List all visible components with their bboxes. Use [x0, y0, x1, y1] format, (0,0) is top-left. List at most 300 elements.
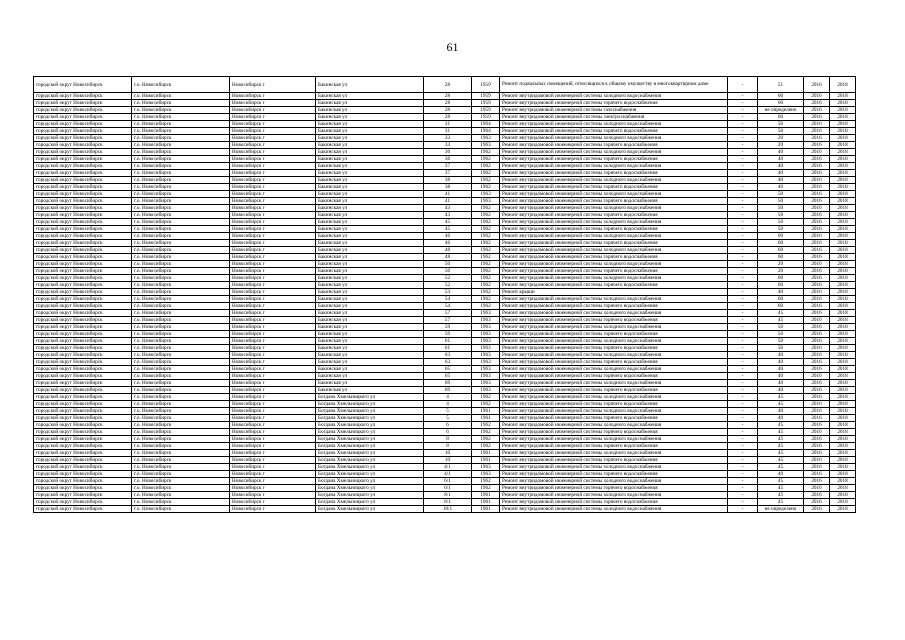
table-row: [34, 261, 856, 268]
build-year-cell: 1963: [472, 464, 500, 471]
end-year-cell: 2018: [830, 464, 856, 471]
table-row: [34, 219, 856, 226]
municipality-cell: городской округ Новосибирск: [34, 254, 132, 261]
start-year-cell: 2016: [804, 324, 830, 331]
municipality-cell: городской округ Новосибирск: [34, 366, 132, 373]
start-year-cell: 2016: [804, 352, 830, 359]
dash-cell: -: [728, 184, 758, 191]
service-life-cell: 50: [758, 331, 804, 338]
municipality-cell: городской округ Новосибирск: [34, 261, 132, 268]
dash-cell: -: [728, 429, 758, 436]
work-type-cell: Ремонт внутридомовой инженерной системы холодного водоснабжения: [500, 352, 728, 359]
municipal-unit-cell: г.о. Новосибирск: [132, 205, 230, 212]
table-row: [34, 380, 856, 387]
municipality-cell: городской округ Новосибирск: [34, 443, 132, 450]
house-number-cell: 10: [424, 450, 472, 457]
service-life-cell: 45: [758, 457, 804, 464]
start-year-cell: 2016: [804, 373, 830, 380]
start-year-cell: 2016: [804, 289, 830, 296]
locality-cell: Новосибирск г: [230, 226, 316, 233]
dash-cell: -: [728, 261, 758, 268]
municipal-unit-cell: г.о. Новосибирск: [132, 499, 230, 506]
start-year-cell: 2016: [804, 450, 830, 457]
house-number-cell: 28: [424, 114, 472, 121]
service-life-cell: 20: [758, 135, 804, 142]
table-row: [34, 163, 856, 170]
service-life-cell: 60: [758, 247, 804, 254]
street-cell: Богдана Хмельницкого ул: [316, 443, 424, 450]
work-type-cell: Ремонт внутридомовой инженерной системы холодного водоснабжения: [500, 93, 728, 100]
dash-cell: -: [728, 331, 758, 338]
table-row: [34, 282, 856, 289]
service-life-cell: 60: [758, 282, 804, 289]
service-life-cell: 50: [758, 324, 804, 331]
street-cell: Бакинская ул: [316, 324, 424, 331]
house-number-cell: 33: [424, 142, 472, 149]
municipal-unit-cell: г.о. Новосибирск: [132, 415, 230, 422]
street-cell: Бакинская ул: [316, 149, 424, 156]
build-year-cell: 1962: [472, 443, 500, 450]
house-number-cell: 59: [424, 331, 472, 338]
municipality-cell: городской округ Новосибирск: [34, 457, 132, 464]
dash-cell: -: [728, 170, 758, 177]
end-year-cell: 2018: [830, 233, 856, 240]
table-row: [34, 177, 856, 184]
municipality-cell: городской округ Новосибирск: [34, 282, 132, 289]
work-type-cell: Ремонт внутридомовой инженерной системы холодного водоснабжения: [500, 275, 728, 282]
municipal-unit-cell: г.о. Новосибирск: [132, 373, 230, 380]
start-year-cell: 2016: [804, 198, 830, 205]
work-type-cell: Ремонт внутридомовой инженерной системы холодного водоснабжения: [500, 450, 728, 457]
street-cell: Бакинская ул: [316, 282, 424, 289]
work-type-cell: Ремонт внутридомовой инженерной системы холодного водоснабжения: [500, 205, 728, 212]
municipality-cell: городской округ Новосибирск: [34, 387, 132, 394]
municipal-unit-cell: г.о. Новосибирск: [132, 331, 230, 338]
build-year-cell: 1962: [472, 296, 500, 303]
dash-cell: -: [728, 471, 758, 478]
municipal-unit-cell: г.о. Новосибирск: [132, 401, 230, 408]
end-year-cell: 2018: [830, 387, 856, 394]
dash-cell: -: [728, 317, 758, 324]
street-cell: Богдана Хмельницкого ул: [316, 457, 424, 464]
build-year-cell: 1961: [472, 457, 500, 464]
build-year-cell: 1962: [472, 394, 500, 401]
service-life-cell: 50: [758, 121, 804, 128]
municipality-cell: городской округ Новосибирск: [34, 506, 132, 513]
end-year-cell: 2018: [830, 177, 856, 184]
municipality-cell: городской округ Новосибирск: [34, 142, 132, 149]
service-life-cell: 20: [758, 142, 804, 149]
start-year-cell: 2016: [804, 170, 830, 177]
municipality-cell: городской округ Новосибирск: [34, 359, 132, 366]
service-life-cell: 45: [758, 401, 804, 408]
work-type-cell: Ремонт внутридомовой инженерной системы горячего водоснабжения: [500, 401, 728, 408]
table-row: [34, 198, 856, 205]
municipality-cell: городской округ Новосибирск: [34, 429, 132, 436]
build-year-cell: 1963: [472, 331, 500, 338]
municipality-cell: городской округ Новосибирск: [34, 100, 132, 107]
locality-cell: Новосибирск г: [230, 401, 316, 408]
street-cell: Бакинская ул: [316, 205, 424, 212]
house-number-cell: 10/1: [424, 506, 472, 513]
locality-cell: Новосибирск г: [230, 387, 316, 394]
street-cell: Бакинская ул: [316, 219, 424, 226]
municipality-cell: городской округ Новосибирск: [34, 303, 132, 310]
table-row: [34, 205, 856, 212]
start-year-cell: 2016: [804, 422, 830, 429]
service-life-cell: 40: [758, 387, 804, 394]
dash-cell: -: [728, 506, 758, 513]
work-type-cell: Ремонт внутридомовой инженерной системы холодного водоснабжения: [500, 177, 728, 184]
dash-cell: -: [728, 485, 758, 492]
locality-cell: Новосибирск г: [230, 233, 316, 240]
house-number-cell: 36: [424, 156, 472, 163]
build-year-cell: 1962: [472, 170, 500, 177]
dash-cell: -: [728, 275, 758, 282]
municipality-cell: городской округ Новосибирск: [34, 247, 132, 254]
end-year-cell: 2018: [830, 205, 856, 212]
municipal-unit-cell: г.о. Новосибирск: [132, 282, 230, 289]
house-number-cell: 46: [424, 233, 472, 240]
build-year-cell: 1962: [472, 156, 500, 163]
table-row: [34, 485, 856, 492]
build-year-cell: 1963: [472, 324, 500, 331]
build-year-cell: 1959: [472, 93, 500, 100]
work-type-cell: Ремонт внутридомовой инженерной системы холодного водоснабжения: [500, 135, 728, 142]
start-year-cell: 2016: [804, 142, 830, 149]
start-year-cell: 2016: [804, 177, 830, 184]
street-cell: Бакинская ул: [316, 331, 424, 338]
service-life-cell: 60: [758, 240, 804, 247]
build-year-cell: 1962: [472, 275, 500, 282]
work-type-cell: Ремонт внутридомовой инженерной системы холодного водоснабжения: [500, 492, 728, 499]
service-life-cell: 40: [758, 156, 804, 163]
start-year-cell: 2016: [804, 282, 830, 289]
build-year-cell: 1962: [472, 429, 500, 436]
dash-cell: -: [728, 394, 758, 401]
house-number-cell: 54: [424, 303, 472, 310]
end-year-cell: 2018: [830, 247, 856, 254]
work-type-cell: Ремонт внутридомовой инженерной системы горячего водоснабжения: [500, 415, 728, 422]
locality-cell: Новосибирск г: [230, 457, 316, 464]
build-year-cell: 1962: [472, 422, 500, 429]
service-life-cell: 45: [758, 429, 804, 436]
street-cell: Богдана Хмельницкого ул: [316, 415, 424, 422]
build-year-cell: 1962: [472, 212, 500, 219]
street-cell: Богдана Хмельницкого ул: [316, 464, 424, 471]
end-year-cell: 2018: [830, 408, 856, 415]
locality-cell: Новосибирск г: [230, 380, 316, 387]
house-number-cell: 8/1: [424, 492, 472, 499]
municipality-cell: городской округ Новосибирск: [34, 233, 132, 240]
service-life-cell: 45: [758, 310, 804, 317]
end-year-cell: 2018: [830, 135, 856, 142]
service-life-cell: 40: [758, 352, 804, 359]
table-row: [34, 331, 856, 338]
municipality-cell: городской округ Новосибирск: [34, 156, 132, 163]
service-life-cell: 20: [758, 268, 804, 275]
service-life-cell: 40: [758, 163, 804, 170]
street-cell: Бакинская ул: [316, 296, 424, 303]
work-type-cell: Ремонт внутридомовой инженерной системы электроснабжения: [500, 114, 728, 121]
municipality-cell: городской округ Новосибирск: [34, 226, 132, 233]
municipal-unit-cell: г.о. Новосибирск: [132, 471, 230, 478]
municipality-cell: городской округ Новосибирск: [34, 485, 132, 492]
work-type-cell: Ремонт внутридомовой инженерной системы горячего водоснабжения: [500, 387, 728, 394]
table-row: [34, 401, 856, 408]
table-row: [34, 233, 856, 240]
municipality-cell: городской округ Новосибирск: [34, 114, 132, 121]
service-life-cell: 60: [758, 93, 804, 100]
service-life-cell: 40: [758, 380, 804, 387]
service-life-cell: 45: [758, 492, 804, 499]
street-cell: Богдана Хмельницкого ул: [316, 492, 424, 499]
municipality-cell: городской округ Новосибирск: [34, 380, 132, 387]
street-cell: Бакинская ул: [316, 177, 424, 184]
municipal-unit-cell: г.о. Новосибирск: [132, 324, 230, 331]
start-year-cell: 2016: [804, 338, 830, 345]
municipal-unit-cell: г.о. Новосибирск: [132, 317, 230, 324]
work-type-cell: Ремонт внутридомовой инженерной системы горячего водоснабжения: [500, 198, 728, 205]
municipal-unit-cell: г.о. Новосибирск: [132, 380, 230, 387]
build-year-cell: 1961: [472, 415, 500, 422]
dash-cell: -: [728, 415, 758, 422]
end-year-cell: 2018: [830, 212, 856, 219]
work-type-cell: Ремонт внутридомовой инженерной системы холодного водоснабжения: [500, 310, 728, 317]
work-type-cell: Ремонт внутридомовой инженерной системы холодного водоснабжения: [500, 261, 728, 268]
street-cell: Богдана Хмельницкого ул: [316, 394, 424, 401]
end-year-cell: 2018: [830, 170, 856, 177]
municipal-unit-cell: г.о. Новосибирск: [132, 121, 230, 128]
house-number-cell: 8/1: [424, 499, 472, 506]
municipality-cell: городской округ Новосибирск: [34, 408, 132, 415]
service-life-cell: 60: [758, 254, 804, 261]
dash-cell: -: [728, 296, 758, 303]
build-year-cell: 1959: [472, 107, 500, 114]
table-row: [34, 499, 856, 506]
locality-cell: Новосибирск г: [230, 492, 316, 499]
house-number-cell: 52: [424, 275, 472, 282]
house-number-cell: 8: [424, 443, 472, 450]
locality-cell: Новосибирск г: [230, 93, 316, 100]
municipal-unit-cell: г.о. Новосибирск: [132, 387, 230, 394]
house-number-cell: 65: [424, 366, 472, 373]
municipal-unit-cell: г.о. Новосибирск: [132, 394, 230, 401]
dash-cell: -: [728, 464, 758, 471]
end-year-cell: 2018: [830, 485, 856, 492]
municipality-cell: городской округ Новосибирск: [34, 401, 132, 408]
start-year-cell: 2016: [804, 401, 830, 408]
street-cell: Бакинская ул: [316, 135, 424, 142]
work-type-cell: Ремонт внутридомовой инженерной системы горячего водоснабжения: [500, 226, 728, 233]
end-year-cell: 2018: [830, 121, 856, 128]
street-cell: Бакинская ул: [316, 387, 424, 394]
municipality-cell: городской округ Новосибирск: [34, 93, 132, 100]
street-cell: Бакинская ул: [316, 226, 424, 233]
street-cell: Бакинская ул: [316, 212, 424, 219]
street-cell: Бакинская ул: [316, 93, 424, 100]
house-number-cell: 10: [424, 457, 472, 464]
start-year-cell: 2016: [804, 254, 830, 261]
street-cell: Бакинская ул: [316, 156, 424, 163]
house-number-cell: 61: [424, 338, 472, 345]
table-row: [34, 77, 856, 93]
service-life-cell: 40: [758, 149, 804, 156]
build-year-cell: 1963: [472, 338, 500, 345]
street-cell: Бакинская ул: [316, 107, 424, 114]
locality-cell: Новосибирск г: [230, 506, 316, 513]
build-year-cell: 1962: [472, 163, 500, 170]
build-year-cell: 1963: [472, 359, 500, 366]
locality-cell: Новосибирск г: [230, 142, 316, 149]
end-year-cell: 2018: [830, 198, 856, 205]
start-year-cell: 2016: [804, 506, 830, 513]
municipality-cell: городской округ Новосибирск: [34, 240, 132, 247]
service-life-cell: 45: [758, 499, 804, 506]
locality-cell: Новосибирск г: [230, 205, 316, 212]
table-row: [34, 268, 856, 275]
start-year-cell: 2016: [804, 233, 830, 240]
dash-cell: -: [728, 191, 758, 198]
dash-cell: -: [728, 128, 758, 135]
municipal-unit-cell: г.о. Новосибирск: [132, 212, 230, 219]
municipal-unit-cell: г.о. Новосибирск: [132, 289, 230, 296]
house-number-cell: 36: [424, 149, 472, 156]
end-year-cell: 2018: [830, 93, 856, 100]
end-year-cell: 2018: [830, 359, 856, 366]
service-life-cell: 40: [758, 373, 804, 380]
locality-cell: Новосибирск г: [230, 373, 316, 380]
house-number-cell: 46: [424, 240, 472, 247]
start-year-cell: 2016: [804, 471, 830, 478]
municipality-cell: городской округ Новосибирск: [34, 191, 132, 198]
municipality-cell: городской округ Новосибирск: [34, 198, 132, 205]
work-type-cell: Ремонт внутридомовой инженерной системы холодного водоснабжения: [500, 149, 728, 156]
locality-cell: Новосибирск г: [230, 303, 316, 310]
work-type-cell: Ремонт внутридомовой инженерной системы холодного водоснабжения: [500, 247, 728, 254]
work-type-cell: Ремонт внутридомовой инженерной системы горячего водоснабжения: [500, 268, 728, 275]
municipal-unit-cell: г.о. Новосибирск: [132, 247, 230, 254]
work-type-cell: Ремонт внутридомовой инженерной системы горячего водоснабжения: [500, 303, 728, 310]
locality-cell: Новосибирск г: [230, 394, 316, 401]
locality-cell: Новосибирск г: [230, 212, 316, 219]
house-number-cell: 38: [424, 184, 472, 191]
start-year-cell: 2016: [804, 436, 830, 443]
end-year-cell: 2018: [830, 436, 856, 443]
table-row: [34, 303, 856, 310]
service-life-cell: 50: [758, 191, 804, 198]
municipal-unit-cell: г.о. Новосибирск: [132, 429, 230, 436]
municipality-cell: городской округ Новосибирск: [34, 268, 132, 275]
street-cell: Бакинская ул: [316, 275, 424, 282]
end-year-cell: 2018: [830, 296, 856, 303]
start-year-cell: 2016: [804, 331, 830, 338]
dash-cell: -: [728, 163, 758, 170]
locality-cell: Новосибирск г: [230, 499, 316, 506]
start-year-cell: 2016: [804, 415, 830, 422]
end-year-cell: 2018: [830, 77, 856, 93]
dash-cell: -: [728, 401, 758, 408]
table-row: [34, 240, 856, 247]
service-life-cell: 60: [758, 233, 804, 240]
start-year-cell: 2016: [804, 156, 830, 163]
municipal-unit-cell: г.о. Новосибирск: [132, 226, 230, 233]
start-year-cell: 2016: [804, 135, 830, 142]
work-type-cell: Ремонт внутридомовой инженерной системы холодного водоснабжения: [500, 191, 728, 198]
municipality-cell: городской округ Новосибирск: [34, 450, 132, 457]
work-type-cell: Ремонт внутридомовой инженерной системы горячего водоснабжения: [500, 317, 728, 324]
dash-cell: -: [728, 247, 758, 254]
work-type-cell: Ремонт внутридомовой инженерной системы холодного водоснабжения: [500, 506, 728, 513]
build-year-cell: 1963: [472, 387, 500, 394]
street-cell: Богдана Хмельницкого ул: [316, 471, 424, 478]
build-year-cell: 1961: [472, 499, 500, 506]
end-year-cell: 2018: [830, 142, 856, 149]
start-year-cell: 2016: [804, 359, 830, 366]
municipality-cell: городской округ Новосибирск: [34, 177, 132, 184]
end-year-cell: 2018: [830, 506, 856, 513]
build-year-cell: 1963: [472, 317, 500, 324]
locality-cell: Новосибирск г: [230, 198, 316, 205]
start-year-cell: 2016: [804, 345, 830, 352]
municipal-unit-cell: г.о. Новосибирск: [132, 450, 230, 457]
locality-cell: Новосибирск г: [230, 77, 316, 93]
service-life-cell: 60: [758, 296, 804, 303]
table-row: [34, 170, 856, 177]
street-cell: Бакинская ул: [316, 170, 424, 177]
build-year-cell: 1962: [472, 240, 500, 247]
locality-cell: Новосибирск г: [230, 135, 316, 142]
dash-cell: -: [728, 240, 758, 247]
municipal-unit-cell: г.о. Новосибирск: [132, 345, 230, 352]
service-life-cell: 40: [758, 408, 804, 415]
street-cell: Бакинская ул: [316, 184, 424, 191]
table-row: [34, 345, 856, 352]
municipality-cell: городской округ Новосибирск: [34, 149, 132, 156]
street-cell: Бакинская ул: [316, 310, 424, 317]
municipal-unit-cell: г.о. Новосибирск: [132, 359, 230, 366]
street-cell: Богдана Хмельницкого ул: [316, 401, 424, 408]
locality-cell: Новосибирск г: [230, 436, 316, 443]
start-year-cell: 2016: [804, 226, 830, 233]
service-life-cell: 45: [758, 478, 804, 485]
house-number-cell: 37: [424, 170, 472, 177]
locality-cell: Новосибирск г: [230, 219, 316, 226]
municipal-unit-cell: г.о. Новосибирск: [132, 303, 230, 310]
build-year-cell: 1963: [472, 366, 500, 373]
build-year-cell: 1964: [472, 121, 500, 128]
municipality-cell: городской округ Новосибирск: [34, 317, 132, 324]
house-number-cell: 31: [424, 121, 472, 128]
build-year-cell: 1962: [472, 219, 500, 226]
service-life-cell: 60: [758, 114, 804, 121]
service-life-cell: 45: [758, 422, 804, 429]
dash-cell: -: [728, 457, 758, 464]
municipality-cell: городской округ Новосибирск: [34, 128, 132, 135]
service-life-cell: 60: [758, 100, 804, 107]
end-year-cell: 2018: [830, 422, 856, 429]
dash-cell: -: [728, 380, 758, 387]
dash-cell: -: [728, 310, 758, 317]
locality-cell: Новосибирск г: [230, 100, 316, 107]
end-year-cell: 2018: [830, 415, 856, 422]
street-cell: Богдана Хмельницкого ул: [316, 485, 424, 492]
start-year-cell: 2016: [804, 394, 830, 401]
house-number-cell: 53: [424, 289, 472, 296]
build-year-cell: 1964: [472, 128, 500, 135]
table-row: [34, 492, 856, 499]
end-year-cell: 2018: [830, 282, 856, 289]
